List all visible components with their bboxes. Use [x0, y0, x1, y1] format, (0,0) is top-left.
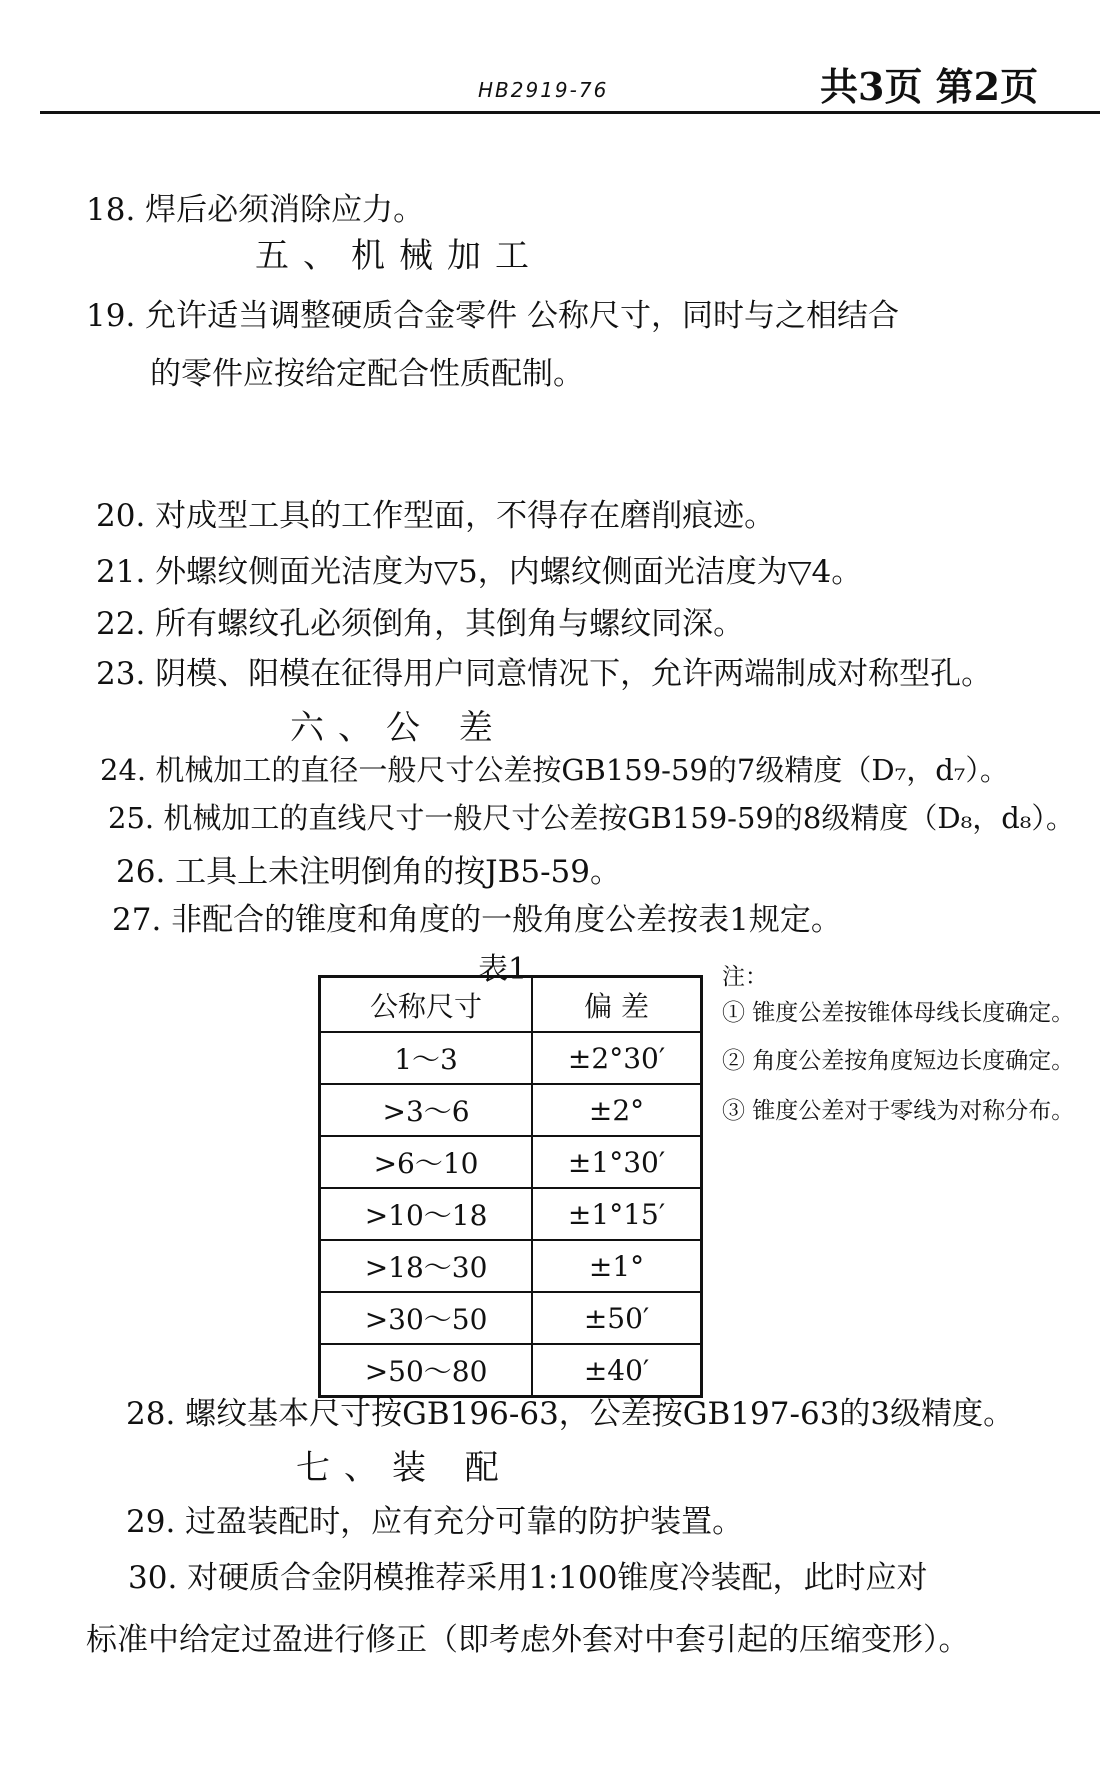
nominal-size-cell: >3～6 — [320, 1084, 533, 1136]
table-row — [320, 1032, 702, 1084]
heading-assembly: 七、装 配 — [296, 1448, 513, 1488]
nominal-size-cell: >6～10 — [320, 1136, 533, 1188]
deviation-cell: ±1°30′ — [532, 1136, 701, 1188]
note-label: 注： — [722, 964, 768, 990]
item-25: 25. 机械加工的直线尺寸一般尺寸公差按GB159-59的8级精度（D₈，d₈）。 — [108, 801, 1075, 835]
item-24: 24. 机械加工的直径一般尺寸公差按GB159-59的7级精度（D₇，d₇）。 — [100, 753, 1009, 787]
deviation-cell: ±40′ — [532, 1344, 701, 1397]
nominal-size-cell: >18～30 — [320, 1240, 533, 1292]
standard-number: HB2919-76 — [478, 78, 609, 102]
item-28: 28. 螺纹基本尺寸按GB196-63，公差按GB197-63的3级精度。 — [126, 1396, 1015, 1432]
table-row — [320, 1188, 702, 1240]
item-19-line2: 的零件应按给定配合性质配制。 — [150, 356, 584, 392]
item-18: 18. 焊后必须消除应力。 — [86, 192, 425, 228]
table-header-row — [320, 977, 702, 1033]
nominal-size-cell: >10～18 — [320, 1188, 533, 1240]
deviation-cell: ±50′ — [532, 1292, 701, 1344]
item-30-line2: 标准中给定过盈进行修正（即考虑外套对中套引起的压缩变形）。 — [86, 1622, 970, 1658]
item-21: 21. 外螺纹侧面光洁度为▽5，内螺纹侧面光洁度为▽4。 — [96, 554, 863, 590]
nominal-size-cell: 1～3 — [320, 1032, 533, 1084]
header-nominal-size: 公称尺寸 — [320, 977, 533, 1033]
deviation-cell: ±2° — [532, 1084, 701, 1136]
page-info: 共3页 第2页 — [820, 64, 1039, 109]
table-row — [320, 1292, 702, 1344]
tolerance-table — [318, 975, 703, 1398]
item-20: 20. 对成型工具的工作型面，不得存在磨削痕迹。 — [96, 498, 776, 534]
nominal-size-cell: >50～80 — [320, 1344, 533, 1397]
deviation-cell: ±1° — [532, 1240, 701, 1292]
heading-tolerance: 六、公 差 — [290, 708, 507, 748]
deviation-cell: ±2°30′ — [532, 1032, 701, 1084]
table-row — [320, 1084, 702, 1136]
header-rule — [40, 111, 1100, 114]
item-19-line1: 19. 允许适当调整硬质合金零件 公称尺寸，同时与之相结合 — [86, 298, 900, 334]
item-26: 26. 工具上未注明倒角的按JB5-59。 — [116, 854, 622, 890]
table-caption: 表1 — [478, 952, 528, 987]
item-27: 27. 非配合的锥度和角度的一般角度公差按表1规定。 — [112, 902, 842, 938]
table-row — [320, 1240, 702, 1292]
heading-machining: 五、机械加工 — [255, 236, 543, 276]
note-item-2: ② 角度公差按角度短边长度确定。 — [722, 1048, 1075, 1074]
item-29: 29. 过盈装配时，应有充分可靠的防护装置。 — [126, 1504, 744, 1540]
item-22: 22. 所有螺纹孔必须倒角，其倒角与螺纹同深。 — [96, 606, 745, 642]
header-deviation: 偏 差 — [532, 977, 701, 1033]
note-item-3: ③ 锥度公差对于零线为对称分布。 — [722, 1098, 1075, 1124]
note-item-1: ① 锥度公差按锥体母线长度确定。 — [722, 1000, 1075, 1026]
nominal-size-cell: >30～50 — [320, 1292, 533, 1344]
deviation-cell: ±1°15′ — [532, 1188, 701, 1240]
item-30-line1: 30. 对硬质合金阴模推荐采用1:100锥度冷装配，此时应对 — [128, 1560, 928, 1596]
item-23: 23. 阴模、阳模在征得用户同意情况下，允许两端制成对称型孔。 — [96, 656, 993, 692]
table-row — [320, 1136, 702, 1188]
